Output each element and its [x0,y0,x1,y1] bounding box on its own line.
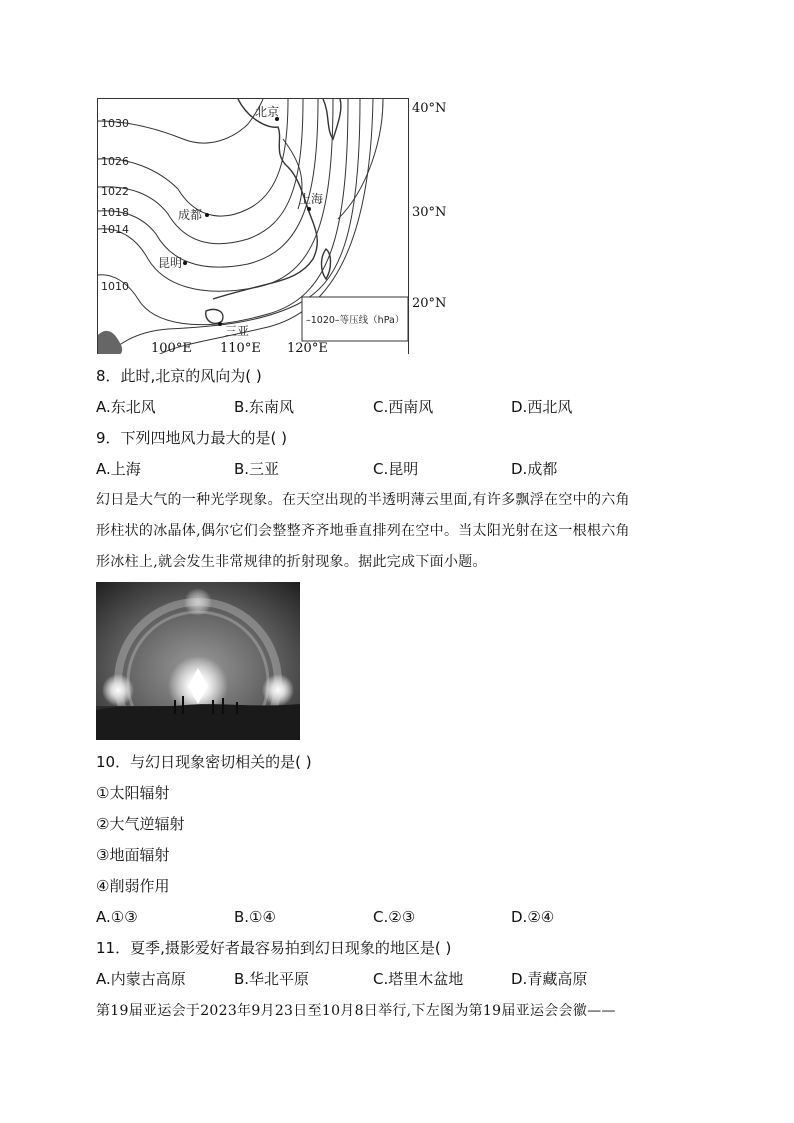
question-10-item-3: ③地面辐射 [96,846,170,864]
isobar-label-1010: 1010 [101,280,129,293]
city-label-shanghai: 上海 [299,192,324,206]
isobar-map-svg [98,99,409,354]
question-9-stem: 9．下列四地风力最大的是( ) [96,429,288,447]
lon-label-110e: 110°E [220,341,261,356]
question-10-item-1: ①太阳辐射 [96,784,170,802]
left-sundog-icon [102,674,134,706]
question-9-option-a[interactable]: A.上海 [96,460,141,478]
question-10-stem: 10．与幻日现象密切相关的是( ) [96,753,312,771]
question-8-stem: 8．此时,北京的风向为( ) [96,367,262,385]
passage-line-3: 形冰柱上,就会发生非常规律的折射现象。据此完成下面小题。 [96,554,487,570]
lat-label-30n: 30°N [412,205,447,220]
isobar-line [98,99,333,291]
isobar-map [97,98,409,354]
question-8-option-d[interactable]: D.西北风 [511,398,573,416]
right-sundog-icon [262,674,294,706]
isobar-line [338,99,383,219]
question-9-option-c[interactable]: C.昆明 [373,460,419,478]
lat-label-20n: 20°N [412,296,447,311]
question-10-item-2: ②大气逆辐射 [96,815,185,833]
question-8-option-a[interactable]: A.东北风 [96,398,156,416]
landmass [98,331,122,354]
city-label-beijing: 北京 [255,105,280,119]
question-11-option-a[interactable]: A.内蒙古高原 [96,970,186,988]
lon-label-120e: 120°E [287,341,328,356]
question-10-option-b[interactable]: B.①④ [234,908,276,926]
isobar-label-1022: 1022 [101,185,129,198]
legend-text: –1020–等压线（hPa） [306,315,405,326]
isobar-label-1026: 1026 [101,155,129,168]
question-10-option-c[interactable]: C.②③ [373,908,416,926]
lat-label-40n: 40°N [412,101,447,116]
passage-line-2: 形柱状的冰晶体,偶尔它们会整整齐齐地垂直排列在空中。当太阳光射在这一根根六角 [96,523,630,539]
question-11-option-d[interactable]: D.青藏高原 [511,970,588,988]
question-10-option-d[interactable]: D.②④ [511,908,555,926]
question-8-option-b[interactable]: B.东南风 [234,398,295,416]
lon-label-100e: 100°E [151,341,192,356]
city-label-kunming: 昆明 [158,256,183,270]
parhelion-photo [96,582,300,740]
passage-line-1: 幻日是大气的一种光学现象。在天空出现的半透明薄云里面,有许多飘浮在空中的六角 [96,492,630,508]
question-9-option-b[interactable]: B.三亚 [234,460,280,478]
question-8-option-c[interactable]: C.西南风 [373,398,434,416]
question-11-option-b[interactable]: B.华北平原 [234,970,310,988]
city-label-chengdu: 成都 [178,208,203,222]
question-11-option-c[interactable]: C.塔里木盆地 [373,970,464,988]
question-10-item-4: ④削弱作用 [96,877,170,895]
isobar-label-1030: 1030 [101,117,129,130]
parhelion-photo-svg [96,582,300,740]
isobar-label-1018: 1018 [101,206,129,219]
question-10-option-a[interactable]: A.①③ [96,908,138,926]
question-11-stem: 11．夏季,摄影爱好者最容易拍到幻日现象的地区是( ) [96,939,452,957]
city-label-sanya: 三亚 [225,324,250,338]
isobar-label-1014: 1014 [101,223,129,236]
hainan-island [206,309,223,323]
next-passage-line: 第19届亚运会于2023年9月23日至10月8日举行,下左图为第19届亚运会会徽—— [96,1003,616,1019]
question-9-option-d[interactable]: D.成都 [511,460,558,478]
